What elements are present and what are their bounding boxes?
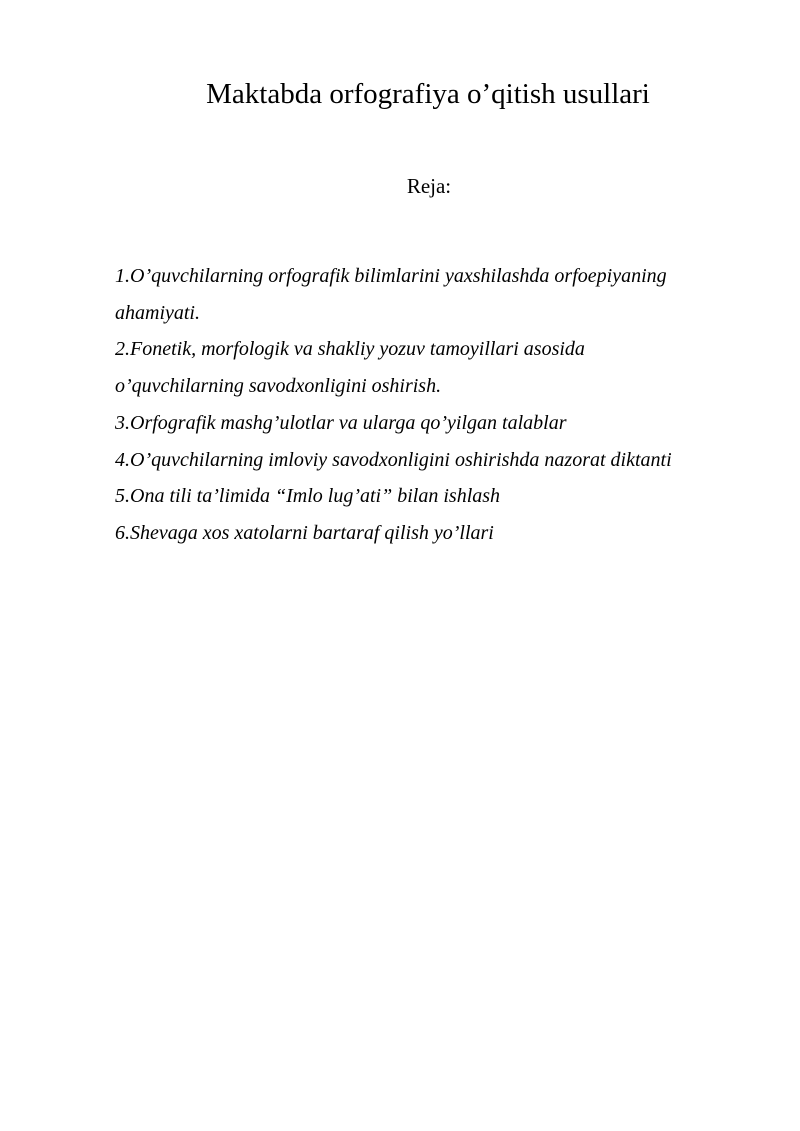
plan-item-2-line-1: 2.Fonetik, morfologik va shakliy yozuv tamoyillari asosida: [115, 338, 585, 361]
plan-item-1-line-1: 1.O’quvchilarning orfografik bilimlarini yaxshilashda orfoepiyaning: [115, 265, 667, 287]
plan-item-3: 3.Orfografik mashg’ulotlar va ularga qo’yilgan talablar: [115, 411, 567, 434]
plan-list: [115, 258, 755, 552]
plan-item-5: 5.Ona tili ta’limida “Imlo lug’ati” bilan ishlash: [115, 485, 501, 508]
plan-item-4: 4.O’quvchilarning imloviy savodxonligini oshirishda nazorat diktanti: [115, 448, 672, 471]
plan-item-6: 6.Shevaga xos xatolarni bartaraf qilish yo’llari: [115, 521, 494, 544]
page-title: Maktabda orfografiya o’qitish usullari: [206, 78, 650, 110]
plan-item-1-line-2: ahamiyati.: [115, 301, 200, 324]
plan-heading: Reja:: [406, 174, 452, 198]
plan-item-2-line-2: o’quvchilarning savodxonligini oshirish.: [115, 375, 442, 398]
